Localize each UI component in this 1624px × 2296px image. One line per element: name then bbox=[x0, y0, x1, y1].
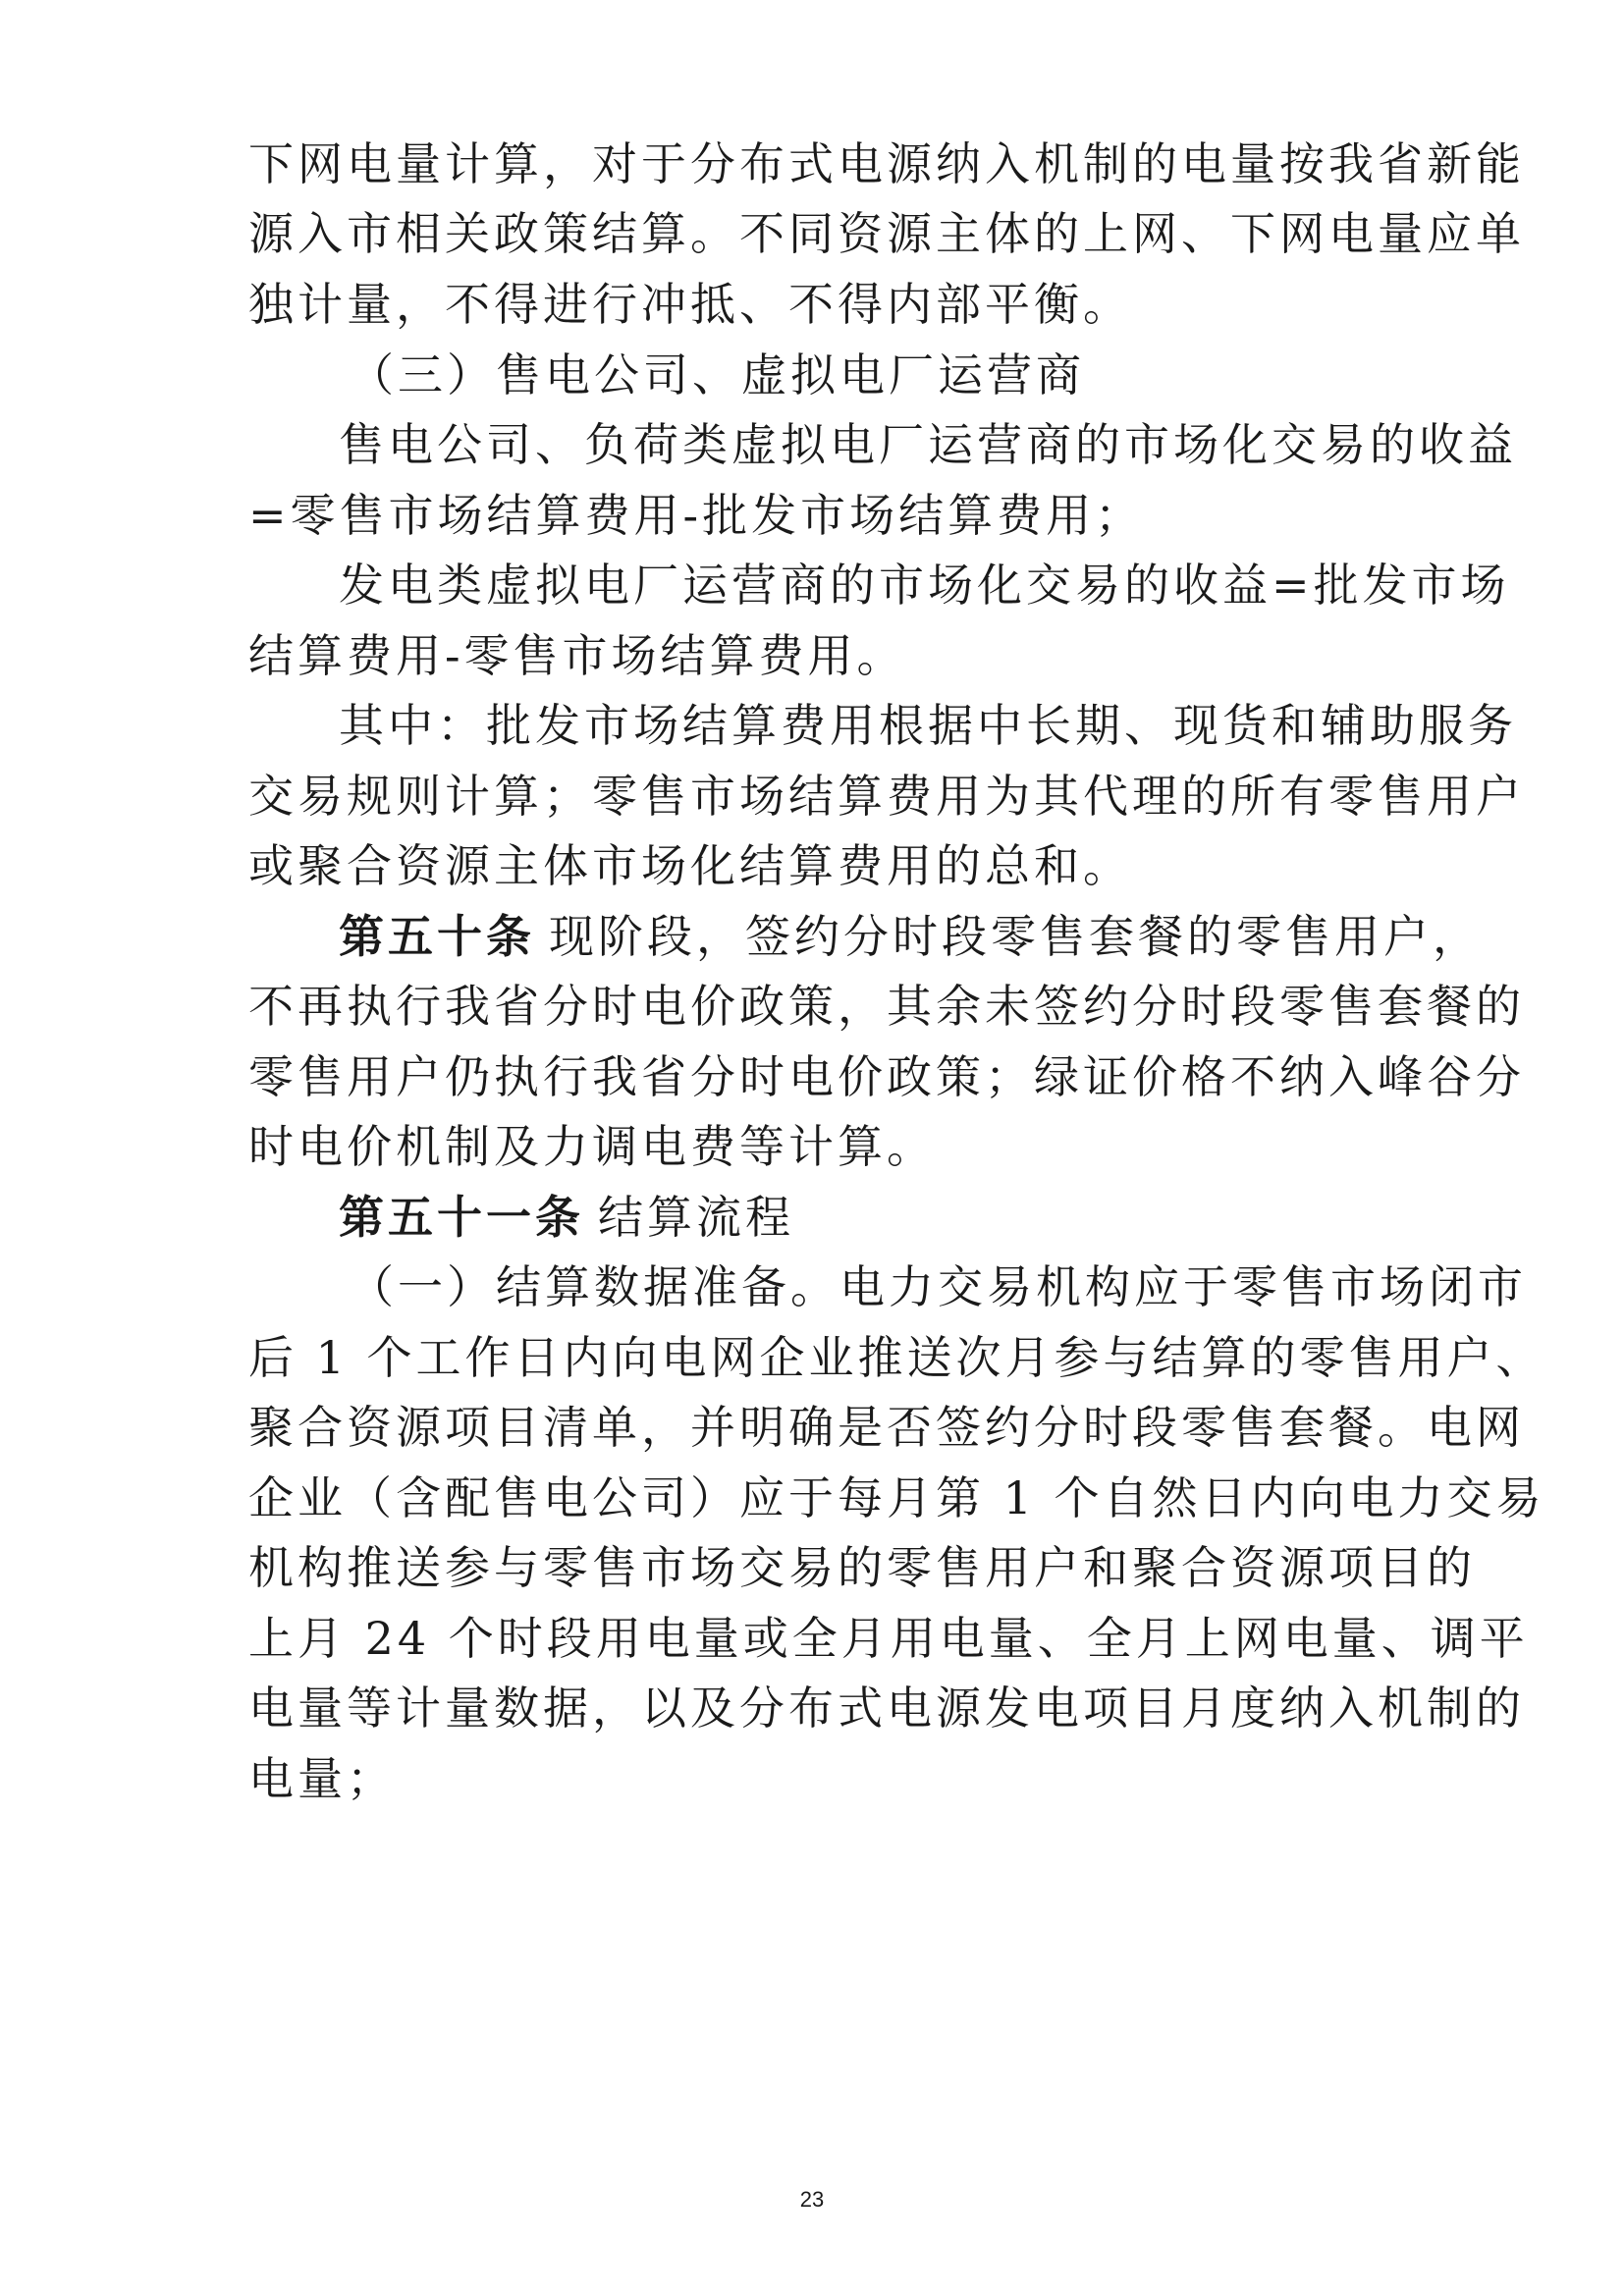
body-line: （一）结算数据准备。电力交易机构应于零售市场闭市 bbox=[349, 1260, 1527, 1313]
body-line: =零售市场结算费用-批发市场结算费用； bbox=[248, 489, 1145, 542]
body-line: 下网电量计算，对于分布式电源纳入机制的电量按我省新能 bbox=[248, 137, 1525, 190]
body-line: 交易规则计算；零售市场结算费用为其代理的所有零售用户 bbox=[248, 770, 1525, 823]
body-line: 发电类虚拟电厂运营商的市场化交易的收益=批发市场 bbox=[339, 559, 1510, 612]
body-line: 结算费用-零售市场结算费用。 bbox=[248, 629, 906, 682]
page-number: 23 bbox=[799, 2187, 825, 2212]
body-line: 企业（含配售电公司）应于每月第 1 个自然日内向电力交易 bbox=[248, 1471, 1545, 1524]
article-50-heading: 第五十条 bbox=[339, 910, 535, 963]
body-line: 独计量，不得进行冲抵、不得内部平衡。 bbox=[248, 278, 1132, 331]
body-line: 上月 24 个时段用电量或全月用电量、全月上网电量、调平 bbox=[248, 1612, 1529, 1665]
body-line: 机构推送参与零售市场交易的零售用户和聚合资源项目的 bbox=[248, 1541, 1476, 1594]
body-line: 聚合资源项目清单，并明确是否签约分时段零售套餐。电网 bbox=[248, 1401, 1525, 1454]
body-line: 售电公司、负荷类虚拟电厂运营商的市场化交易的收益 bbox=[339, 418, 1517, 471]
article-50-text: 现阶段，签约分时段零售套餐的零售用户， bbox=[549, 910, 1482, 963]
body-line: 时电价机制及力调电费等计算。 bbox=[248, 1120, 936, 1173]
body-line: 源入市相关政策结算。不同资源主体的上网、下网电量应单 bbox=[248, 207, 1525, 260]
body-line: 后 1 个工作日内向电网企业推送次月参与结算的零售用户、 bbox=[248, 1331, 1545, 1384]
body-line: 零售用户仍执行我省分时电价政策；绿证价格不纳入峰谷分 bbox=[248, 1050, 1525, 1103]
body-line: 或聚合资源主体市场化结算费用的总和。 bbox=[248, 839, 1132, 892]
body-line: 电量等计量数据，以及分布式电源发电项目月度纳入机制的 bbox=[248, 1682, 1525, 1735]
article-51-text: 结算流程 bbox=[598, 1191, 794, 1244]
body-line: 电量； bbox=[248, 1752, 396, 1805]
body-line: 其中：批发市场结算费用根据中长期、现货和辅助服务 bbox=[339, 699, 1517, 752]
body-line: 不再执行我省分时电价政策，其余未签约分时段零售套餐的 bbox=[248, 980, 1525, 1033]
article-51-heading: 第五十一条 bbox=[339, 1191, 584, 1244]
section-heading: （三）售电公司、虚拟电厂运营商 bbox=[349, 348, 1085, 401]
